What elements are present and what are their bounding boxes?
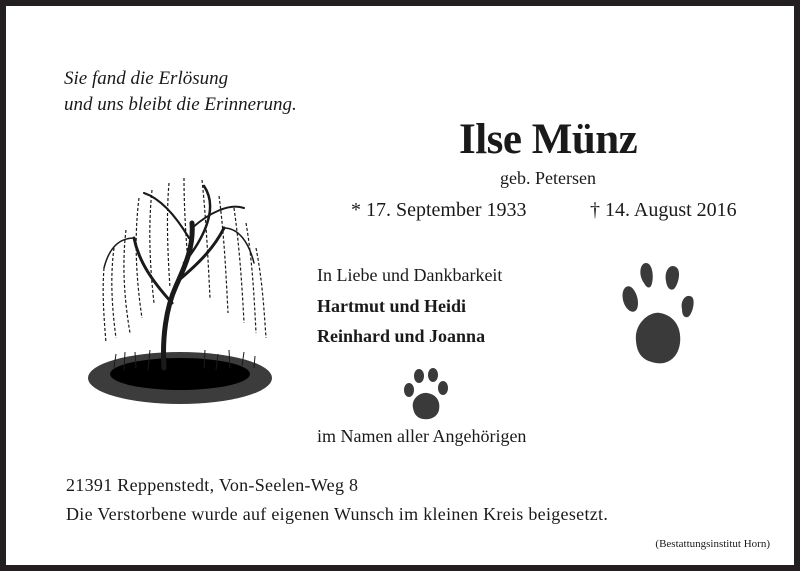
motto-line-1: Sie fand die Erlösung [64, 68, 229, 89]
mourner-family-1: Hartmut und Heidi [317, 296, 467, 316]
motto [64, 66, 297, 118]
motto-line-2: und uns bleibt die Erinnerung. [64, 94, 297, 115]
mourner-family-2: Reinhard und Joanna [317, 326, 486, 346]
weeping-willow-icon [84, 168, 284, 413]
dedication-line: In Liebe und Dankbarkeit [317, 265, 503, 285]
death-date: † 14. August 2016 [590, 199, 737, 221]
undertaker-credit: (Bestattungsinstitut Horn) [655, 538, 770, 550]
paw-print-icon [401, 366, 451, 421]
maiden-name: geb. Petersen [500, 168, 596, 188]
address: 21391 Reppenstedt, Von-Seelen-Weg 8 [66, 475, 359, 495]
on-behalf-line: im Namen aller Angehörigen [317, 426, 527, 446]
burial-note: Die Verstorbene wurde auf eigenen Wunsch im kleinen Kreis beigesetzt. [66, 504, 609, 524]
birth-date: * 17. September 1933 [351, 199, 527, 221]
deceased-name: Ilse Münz [459, 116, 638, 163]
paw-print-icon [616, 261, 696, 371]
